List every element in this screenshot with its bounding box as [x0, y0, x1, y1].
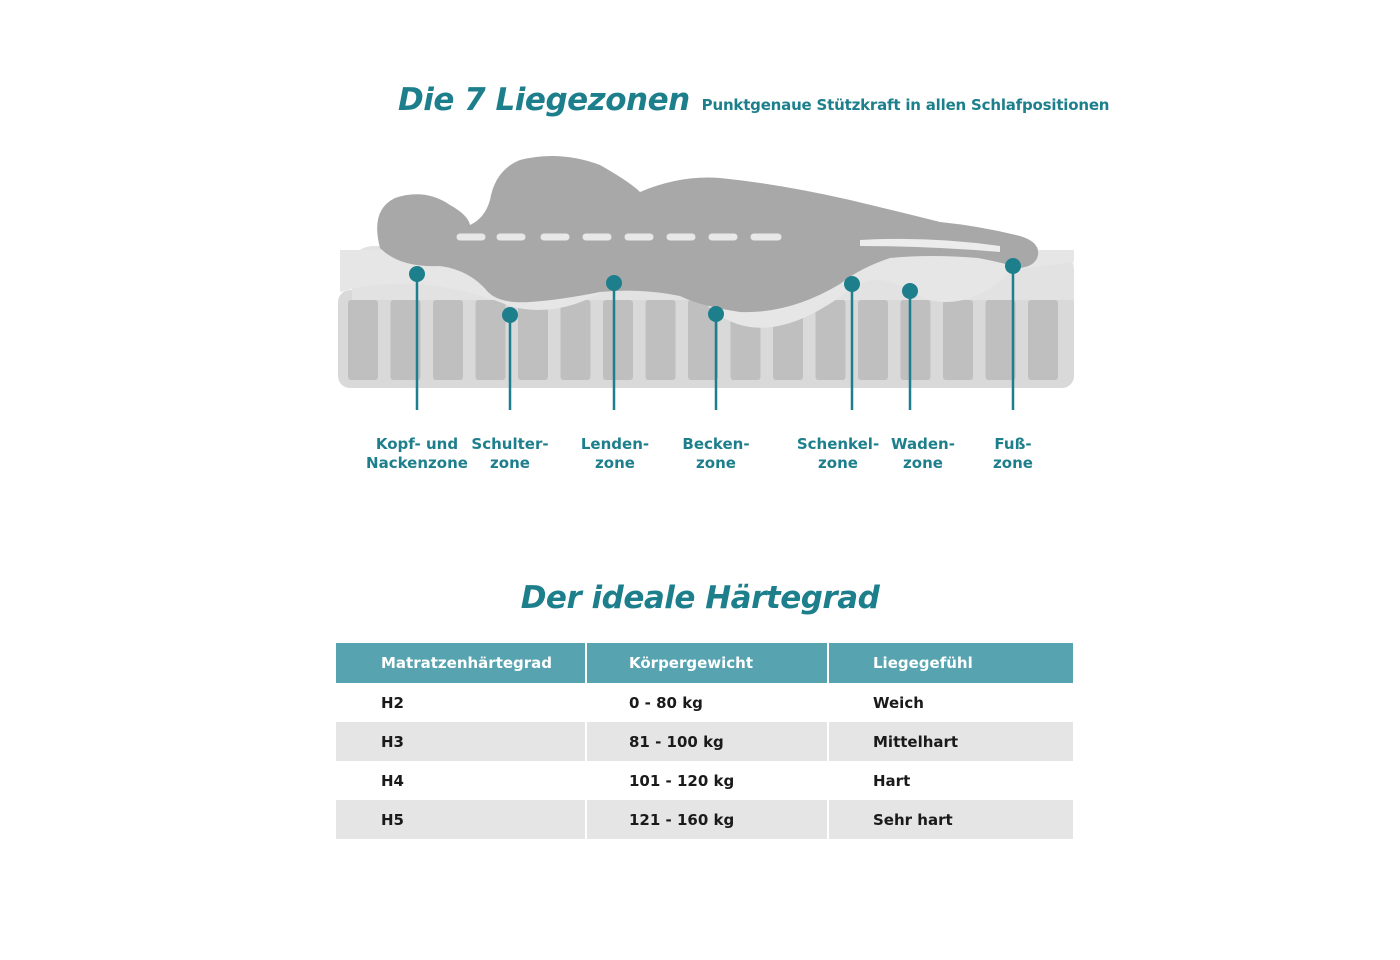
table-cell: 101 - 120 kg: [586, 761, 828, 800]
diagram-header: [398, 82, 1109, 118]
column-header: Liegegefühl: [828, 643, 1073, 683]
table-row: [336, 800, 1073, 839]
spring-pocket: [986, 300, 1016, 380]
table-cell: 0 - 80 kg: [586, 683, 828, 722]
firmness-table: [336, 643, 1073, 839]
table-cell: Sehr hart: [828, 800, 1073, 839]
table-row: [336, 722, 1073, 761]
zone-marker-dot: [708, 306, 724, 322]
table-cell: 121 - 160 kg: [586, 800, 828, 839]
zone-marker-dot: [606, 275, 622, 291]
zone-label-line1: Waden-: [891, 435, 955, 453]
zone-label-line1: Schenkel-: [796, 435, 880, 453]
spring-pocket: [348, 300, 378, 380]
table-cell: H5: [336, 800, 586, 839]
spring-pocket: [603, 300, 633, 380]
spring-pocket: [433, 300, 463, 380]
spring-pocket: [646, 300, 676, 380]
table-cell: Mittelhart: [828, 722, 1073, 761]
zone-label-line1: Fuß-: [994, 435, 1032, 453]
table-cell: 81 - 100 kg: [586, 722, 828, 761]
table-cell: Hart: [828, 761, 1073, 800]
zone-label-line2: zone: [696, 454, 736, 472]
lying-zones-illustration: [330, 150, 1090, 410]
zone-label-line1: Schulter-: [471, 435, 549, 453]
zone-label-line2: Nackenzone: [366, 454, 468, 472]
spring-pocket: [561, 300, 591, 380]
zone-marker-dot: [409, 266, 425, 282]
zone-label-line2: zone: [818, 454, 858, 472]
table-cell: H2: [381, 693, 404, 712]
diagram-subtitle: Punktgenaue Stützkraft in allen Schlafpositionen: [701, 96, 1110, 114]
spring-pocket: [518, 300, 548, 380]
table-row: [336, 683, 1073, 722]
zone-label-fuss: [953, 435, 1073, 473]
zone-marker-dot: [502, 307, 518, 323]
table-row: [336, 761, 1073, 800]
zone-label-line1: Becken-: [682, 435, 750, 453]
zone-label-line2: zone: [595, 454, 635, 472]
table-title: Der ideale Härtegrad: [520, 580, 880, 616]
table-header-row: [336, 643, 1073, 683]
spring-pocket: [1028, 300, 1058, 380]
table-cell: H4: [381, 771, 404, 790]
zone-label-line1: Lenden-: [580, 435, 650, 453]
spring-pocket: [901, 300, 931, 380]
zone-marker-dot: [902, 283, 918, 299]
zone-label-line2: zone: [903, 454, 943, 472]
table-cell: Weich: [828, 683, 1073, 722]
zone-label-line1: Kopf- und: [375, 435, 459, 453]
zone-marker-dot: [844, 276, 860, 292]
spring-pocket: [943, 300, 973, 380]
zone-marker-dot: [1005, 258, 1021, 274]
zone-label-schulter: [450, 435, 570, 473]
zone-label-line2: zone: [490, 454, 530, 472]
diagram-title: Die 7 Liegezonen: [398, 82, 690, 118]
spring-pocket: [816, 300, 846, 380]
spring-pocket: [858, 300, 888, 380]
column-header: Matratzenhärtegrad: [336, 643, 586, 683]
zone-label-becken: [656, 435, 776, 473]
spring-pocket: [476, 300, 506, 380]
zone-label-line2: zone: [993, 454, 1033, 472]
table-cell: H3: [336, 722, 586, 761]
column-header: Körpergewicht: [586, 643, 828, 683]
